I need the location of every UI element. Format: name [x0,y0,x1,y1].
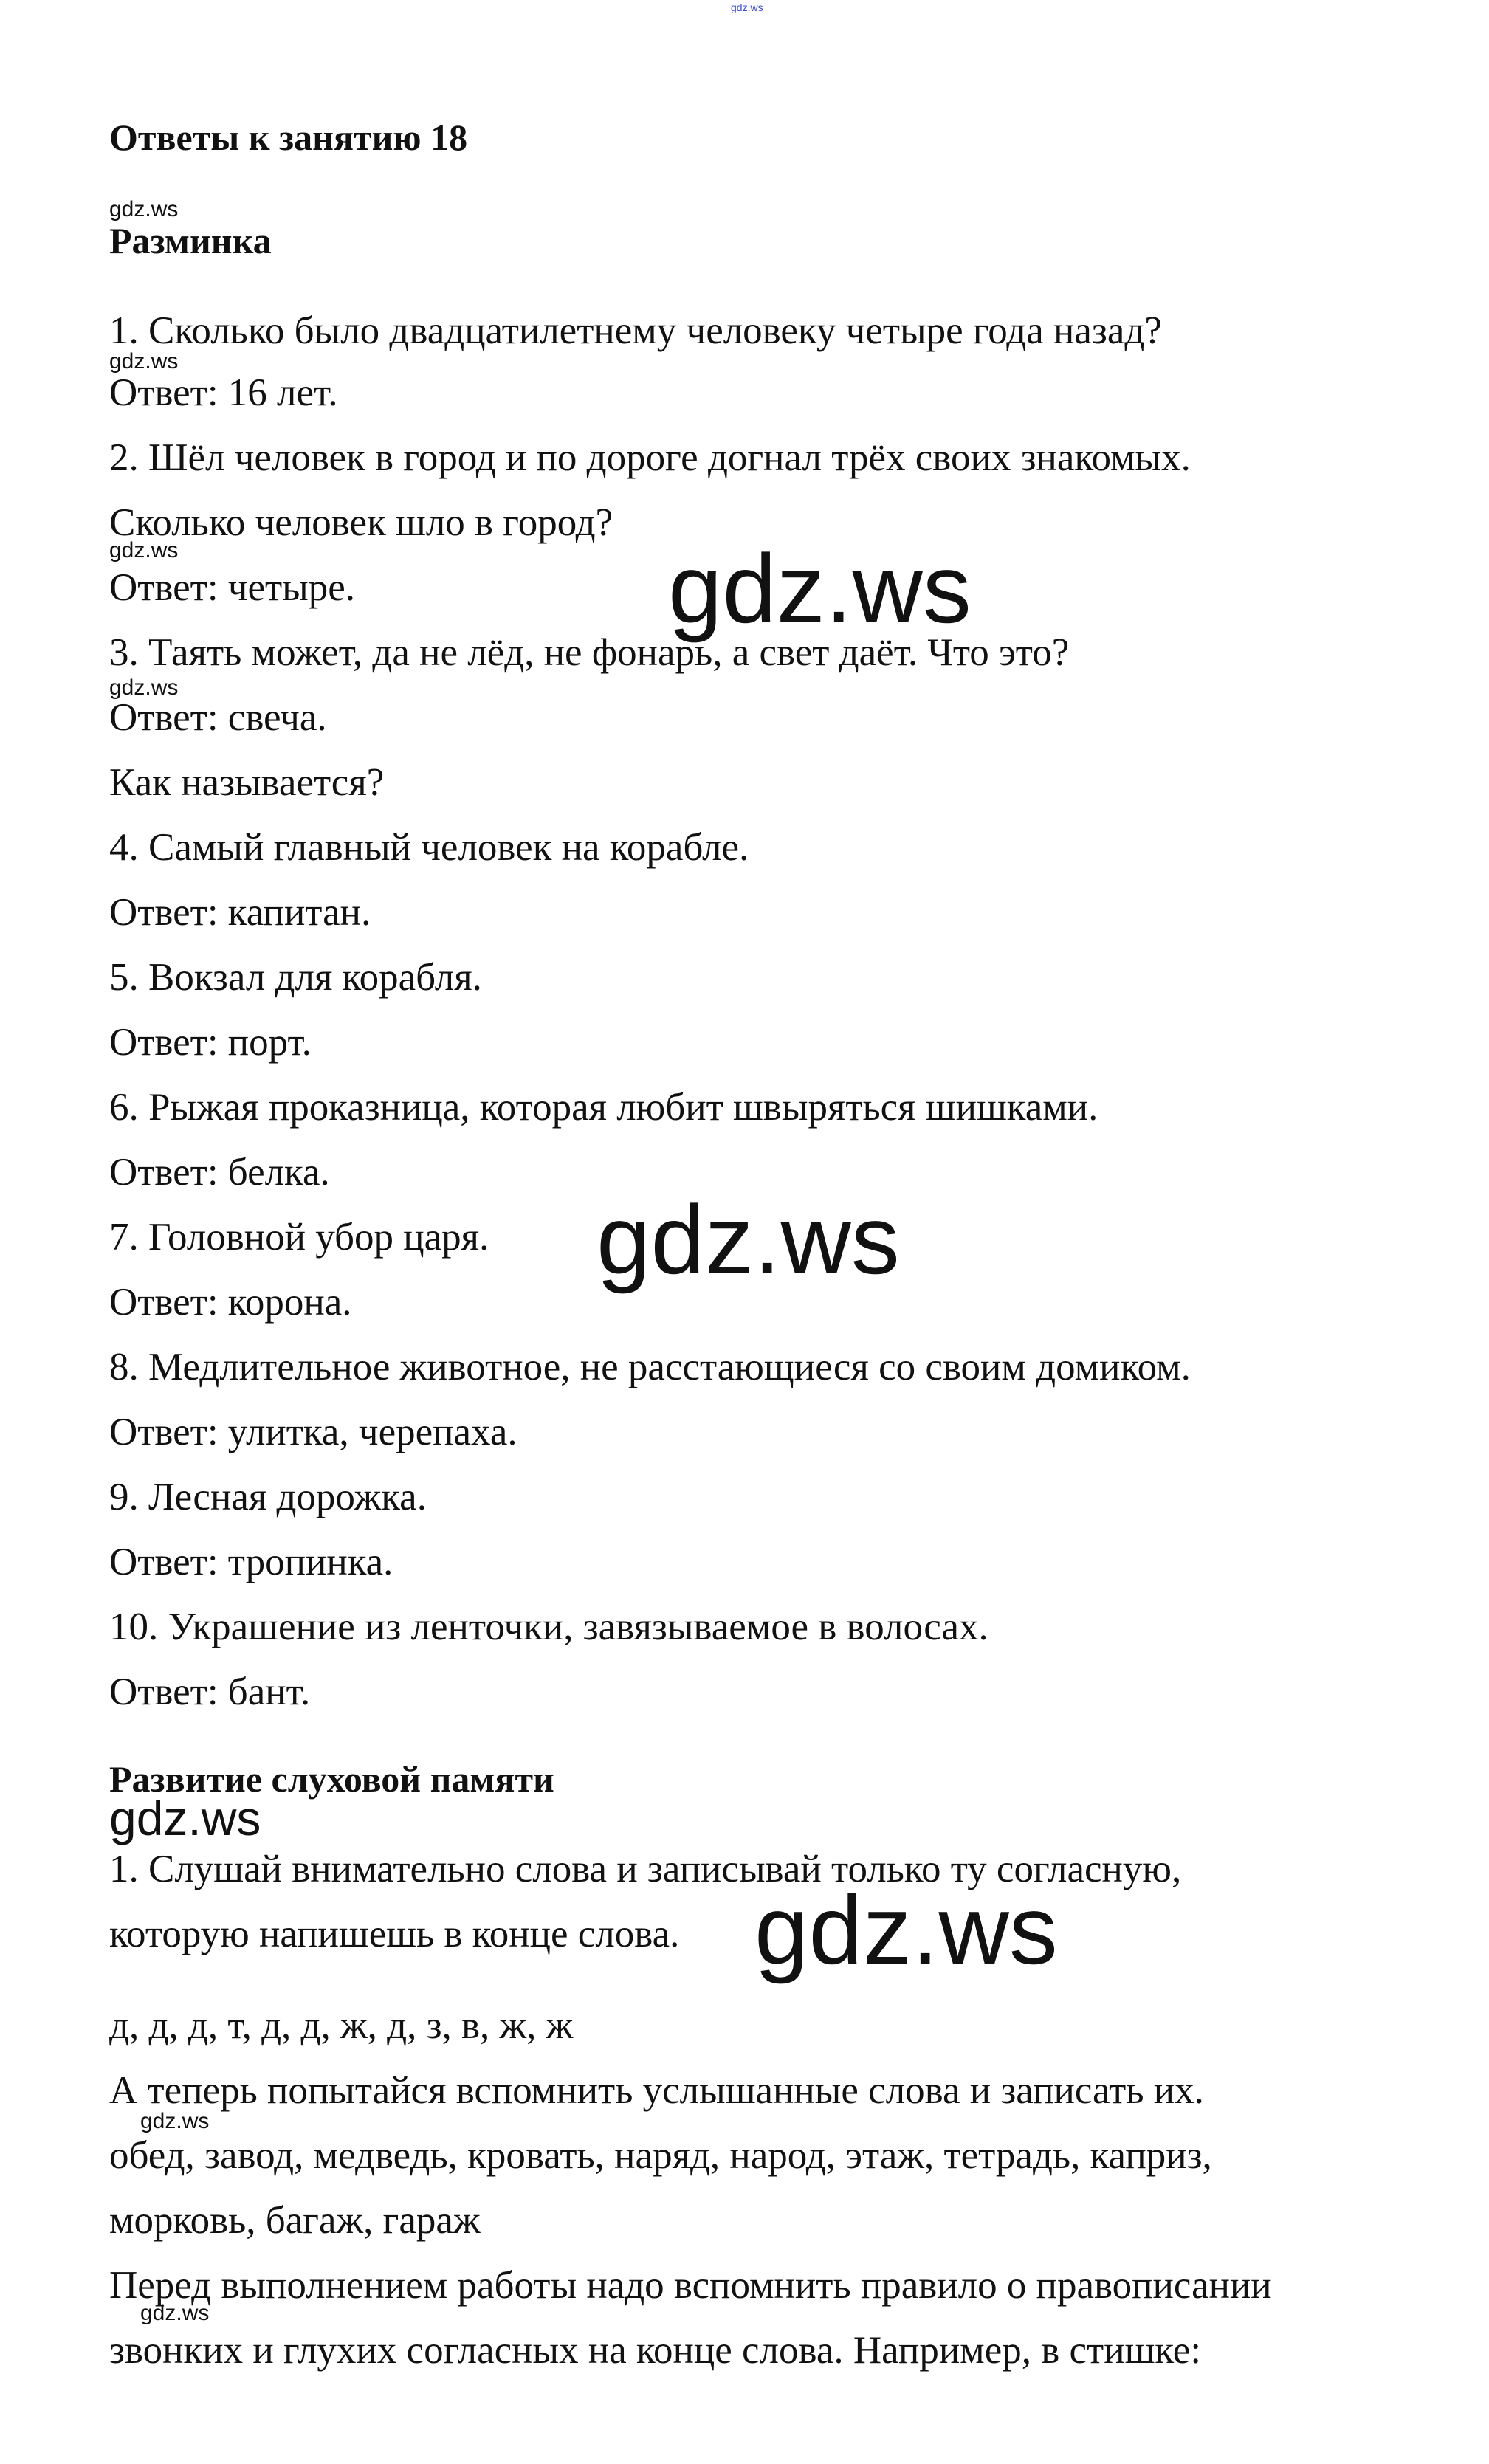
text-line: 3. Таять может, да не лёд, не фонарь, а свет даёт. Что это? [109,631,1070,674]
text-line: 10. Украшение из ленточки, завязываемое в волосах. [109,1606,988,1648]
answer-line: Ответ: белка. [109,1151,330,1194]
text-line: А теперь попытайся вспомнить услышанные слова и записать их. [109,2069,1204,2112]
watermark-small: gdz.ws [109,675,179,700]
watermark-small: gdz.ws [109,349,179,374]
answer-line: Ответ: бант. [109,1670,311,1713]
text-line: звонких и глухих согласных на конце слова. Например, в стишке: [109,2329,1202,2372]
text-line: которую напишешь в конце слова. [109,1913,680,1955]
answer-line: Ответ: свеча. [109,696,327,739]
watermark-medium: gdz.ws [109,1791,261,1845]
section-heading-warmup: Разминка [109,220,272,261]
answer-line: Ответ: порт. [109,1021,312,1064]
words-line: обед, завод, медведь, кровать, наряд, народ, этаж, тетрадь, каприз, [109,2134,1212,2177]
answer-line: Ответ: четыре. [109,566,356,609]
page-title: Ответы к занятию 18 [109,117,468,158]
watermark-large: gdz.ws [596,1185,900,1294]
watermark-small: gdz.ws [140,2301,210,2325]
text-line: 1. Сколько было двадцатилетнему человеку четыре года назад? [109,309,1162,352]
text-line: 7. Головной убор царя. [109,1216,489,1259]
text-line: Перед выполнением работы надо вспомнить правило о правописании [109,2264,1272,2307]
text-line: 1. Слушай внимательно слова и записывай только ту согласную, [109,1848,1182,1890]
words-line: морковь, багаж, гараж [109,2199,481,2242]
answer-line: Ответ: улитка, черепаха. [109,1411,517,1453]
watermark-large: gdz.ws [668,534,972,643]
watermark-small: gdz.ws [109,197,179,221]
text-line: Сколько человек шло в город? [109,501,613,544]
text-line: 8. Медлительное животное, не расстающиеся со своим домиком. [109,1346,1191,1388]
answer-line: Ответ: тропинка. [109,1541,393,1583]
answer-line: Ответ: корона. [109,1281,352,1324]
answer-line: Ответ: 16 лет. [109,371,338,414]
watermark-small: gdz.ws [109,538,179,562]
watermark-large: gdz.ws [754,1876,1058,1984]
answer-line: Ответ: капитан. [109,891,371,934]
text-line: Как называется? [109,761,385,804]
text-line: 5. Вокзал для корабля. [109,956,482,999]
top-watermark: gdz.ws [731,1,763,13]
section-heading-memory: Развитие слуховой памяти [109,1758,554,1800]
watermark-small: gdz.ws [140,2109,210,2133]
letters-line: д, д, д, т, д, д, ж, д, з, в, ж, ж [109,2004,574,2047]
text-line: 6. Рыжая проказница, которая любит швыряться шишками. [109,1086,1098,1129]
text-line: 2. Шёл человек в город и по дороге догнал трёх своих знакомых. [109,436,1191,479]
text-line: 4. Самый главный человек на корабле. [109,826,749,869]
text-line: 9. Лесная дорожка. [109,1476,427,1518]
